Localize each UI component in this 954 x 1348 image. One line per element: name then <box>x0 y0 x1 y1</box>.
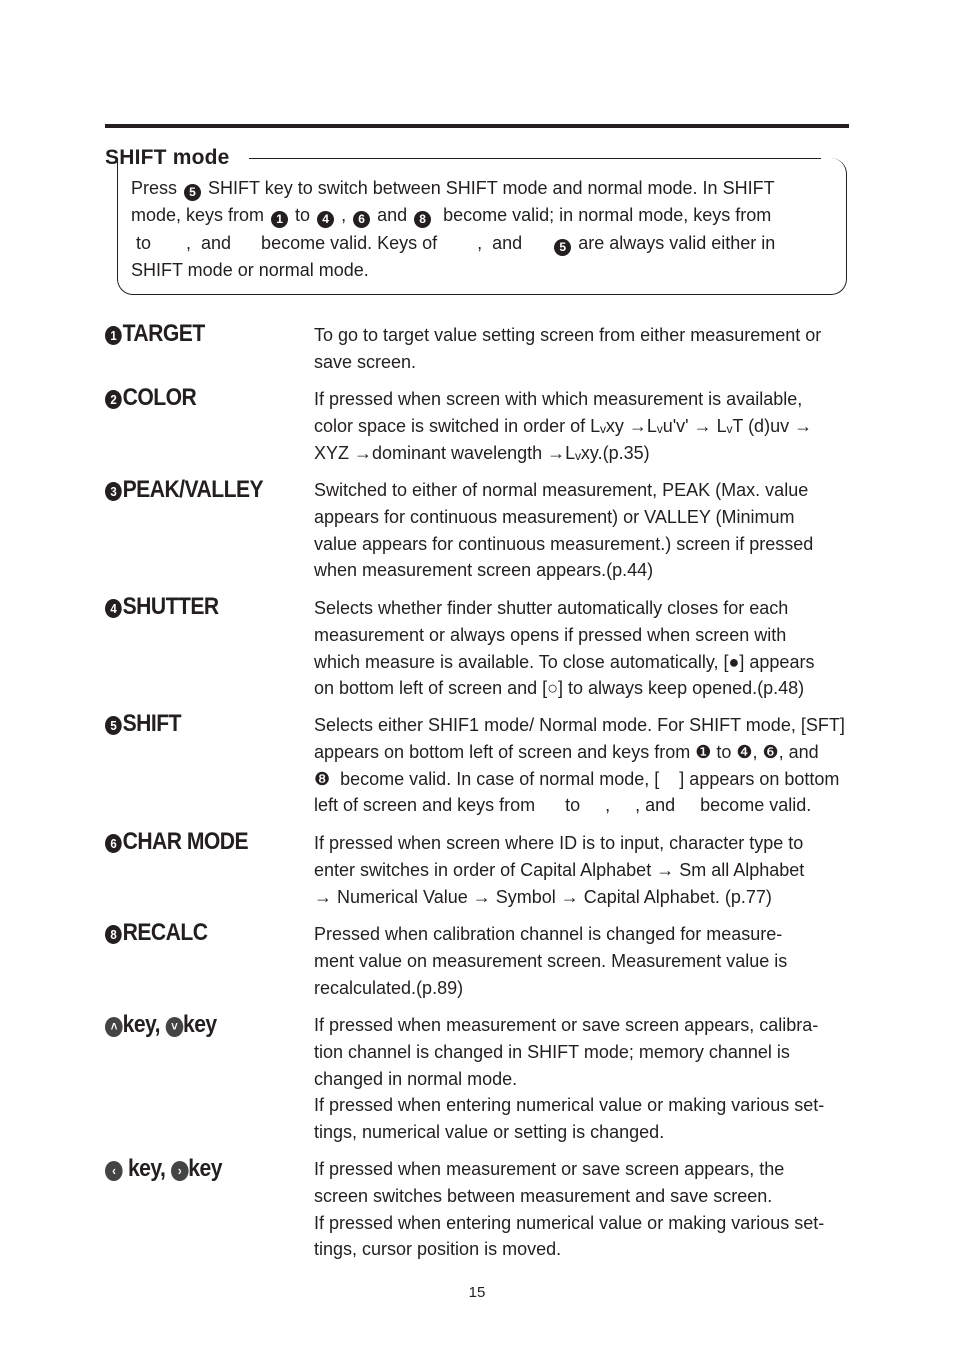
key-number-icon: 4 <box>317 211 334 228</box>
shift-box-text: to , and become valid. Keys of , and <box>131 232 553 253</box>
description-line: If pressed when measurement or save screen appears, calibra- <box>314 1015 819 1035</box>
entry-term <box>105 320 205 348</box>
entry-term-label: SHUTTER <box>122 593 219 620</box>
shift-box-line <box>131 257 831 284</box>
entry-term <box>105 593 219 621</box>
description-line: XYZ →dominant wavelength →Lᵥxy.(p.35) <box>314 442 650 463</box>
description-line: Pressed when calibration channel is changed for measure- <box>314 924 783 944</box>
entry-term <box>105 919 207 947</box>
description-line: ❽ become valid. In case of normal mode, [ ] appears on bottom <box>314 768 840 789</box>
entry-term-label: SHIFT <box>122 710 181 737</box>
description-line: If pressed when entering numerical value or making various set- <box>314 1212 825 1233</box>
shift-box-text: SHIFT mode or normal mode. <box>131 260 369 281</box>
entry-term-label: CHAR MODE <box>122 828 249 855</box>
description-line: Switched to either of normal measurement, PEAK (Max. value <box>314 480 809 500</box>
entry-term <box>105 710 181 738</box>
description-line: recalculated.(p.89) <box>314 977 464 998</box>
shift-mode-text <box>131 175 831 285</box>
shift-box-text: are always valid either in <box>573 232 776 253</box>
description-line: If pressed when screen with which measurement is available, <box>314 389 803 409</box>
shift-box-text: to <box>290 205 316 226</box>
key-number-icon: 5 <box>554 239 571 256</box>
entry-description <box>314 595 859 702</box>
description-line: measurement or always opens if pressed when screen with <box>314 624 787 645</box>
key-number-icon: 6 <box>353 211 370 228</box>
entry-description <box>314 830 859 910</box>
key-number-icon: 5 <box>105 716 122 735</box>
entry-description <box>314 921 859 1001</box>
shift-box-line <box>131 230 831 257</box>
description-line: Selects either SHIF1 mode/ Normal mode. For SHIFT mode, [SFT] <box>314 715 845 735</box>
entry-term <box>105 476 263 504</box>
shift-box-line <box>131 175 831 202</box>
key-number-icon: 8 <box>105 925 122 944</box>
entry-term <box>105 1155 222 1183</box>
shift-box-line <box>131 202 831 229</box>
shift-box-text: mode, keys from <box>131 205 270 226</box>
description-line: appears on bottom left of screen and keys from ❶ to ❹, ❻, and <box>314 741 819 762</box>
key-number-icon: 2 <box>105 390 122 409</box>
arrow-key-icon: ˄ <box>105 1017 123 1037</box>
description-line: → Numerical Value → Symbol → Capital Alphabet. (p.77) <box>314 886 772 907</box>
description-line: on bottom left of screen and [○] to always keep opened.(p.48) <box>314 678 805 699</box>
description-line: To go to target value setting screen from either measurement or <box>314 325 822 345</box>
entry-term-label: RECALC <box>122 919 208 946</box>
description-line: which measure is available. To close automatically, [●] appears <box>314 651 815 672</box>
page-number: 15 <box>468 1284 486 1301</box>
description-line: value appears for continuous measurement.) screen if pressed <box>314 533 814 554</box>
entry-term-label: PEAK/VALLEY <box>122 476 264 503</box>
shift-box-text: and <box>372 205 413 226</box>
description-line: If pressed when entering numerical value or making various set- <box>314 1095 825 1116</box>
entry-description <box>314 1156 859 1263</box>
description-line: when measurement screen appears.(p.44) <box>314 560 654 581</box>
shift-box-text: become valid; in normal mode, keys from <box>433 205 772 226</box>
entry-term-label: TARGET <box>122 320 205 347</box>
shift-box-text: , <box>336 205 352 226</box>
description-line: appears for continuous measurement) or VALLEY (Minimum <box>314 506 795 527</box>
shift-mode-title: SHIFT mode <box>105 146 230 169</box>
entry-description <box>314 477 859 584</box>
arrow-key-icon: ˅ <box>165 1017 183 1037</box>
description-line: color space is switched in order of Lᵥxy →Lᵥu'v' → LᵥT (d)uv → <box>314 415 813 436</box>
description-line: If pressed when screen where ID is to input, character type to <box>314 833 804 853</box>
entry-term-label: key, <box>122 1155 171 1182</box>
key-number-icon: 1 <box>105 326 122 345</box>
description-line: If pressed when measurement or save screen appears, the <box>314 1159 785 1179</box>
entry-term <box>105 1011 217 1039</box>
description-line: left of screen and keys from to , , and become valid. <box>314 795 812 816</box>
description-line: enter switches in order of Capital Alphabet → Sm all Alphabet <box>314 859 805 880</box>
arrow-key-icon: › <box>171 1161 189 1181</box>
key-number-icon: 4 <box>105 599 122 618</box>
description-line: tings, numerical value or setting is changed. <box>314 1122 665 1143</box>
description-line: ment value on measurement screen. Measurement value is <box>314 950 788 971</box>
key-number-icon: 8 <box>414 211 431 228</box>
entry-description <box>314 1012 859 1146</box>
shift-box-text: Press <box>131 178 183 198</box>
description-line: tion channel is changed in SHIFT mode; memory channel is <box>314 1041 790 1062</box>
shift-box-text: SHIFT key to switch between SHIFT mode and normal mode. In SHIFT <box>203 178 775 198</box>
entry-term-label: key, <box>122 1011 166 1038</box>
entry-term-label: key <box>188 1155 222 1182</box>
entry-term-label: key <box>182 1011 217 1038</box>
entry-term <box>105 828 248 856</box>
arrow-key-icon: ‹ <box>105 1161 123 1181</box>
key-number-icon: 6 <box>105 834 122 853</box>
header-rule <box>105 124 849 128</box>
description-line: tings, cursor position is moved. <box>314 1239 562 1260</box>
entry-description <box>314 712 859 819</box>
description-line: Selects whether finder shutter automatically closes for each <box>314 598 789 618</box>
entry-description <box>314 386 859 466</box>
description-line: changed in normal mode. <box>314 1068 518 1089</box>
key-number-icon: 1 <box>271 211 288 228</box>
entry-term-label: COLOR <box>122 384 197 411</box>
description-line: screen switches between measurement and save screen. <box>314 1185 773 1206</box>
description-line: save screen. <box>314 351 417 372</box>
key-number-icon: 3 <box>105 482 122 501</box>
entry-term <box>105 384 196 412</box>
entry-description <box>314 322 859 376</box>
key-number-icon: 5 <box>184 184 201 201</box>
